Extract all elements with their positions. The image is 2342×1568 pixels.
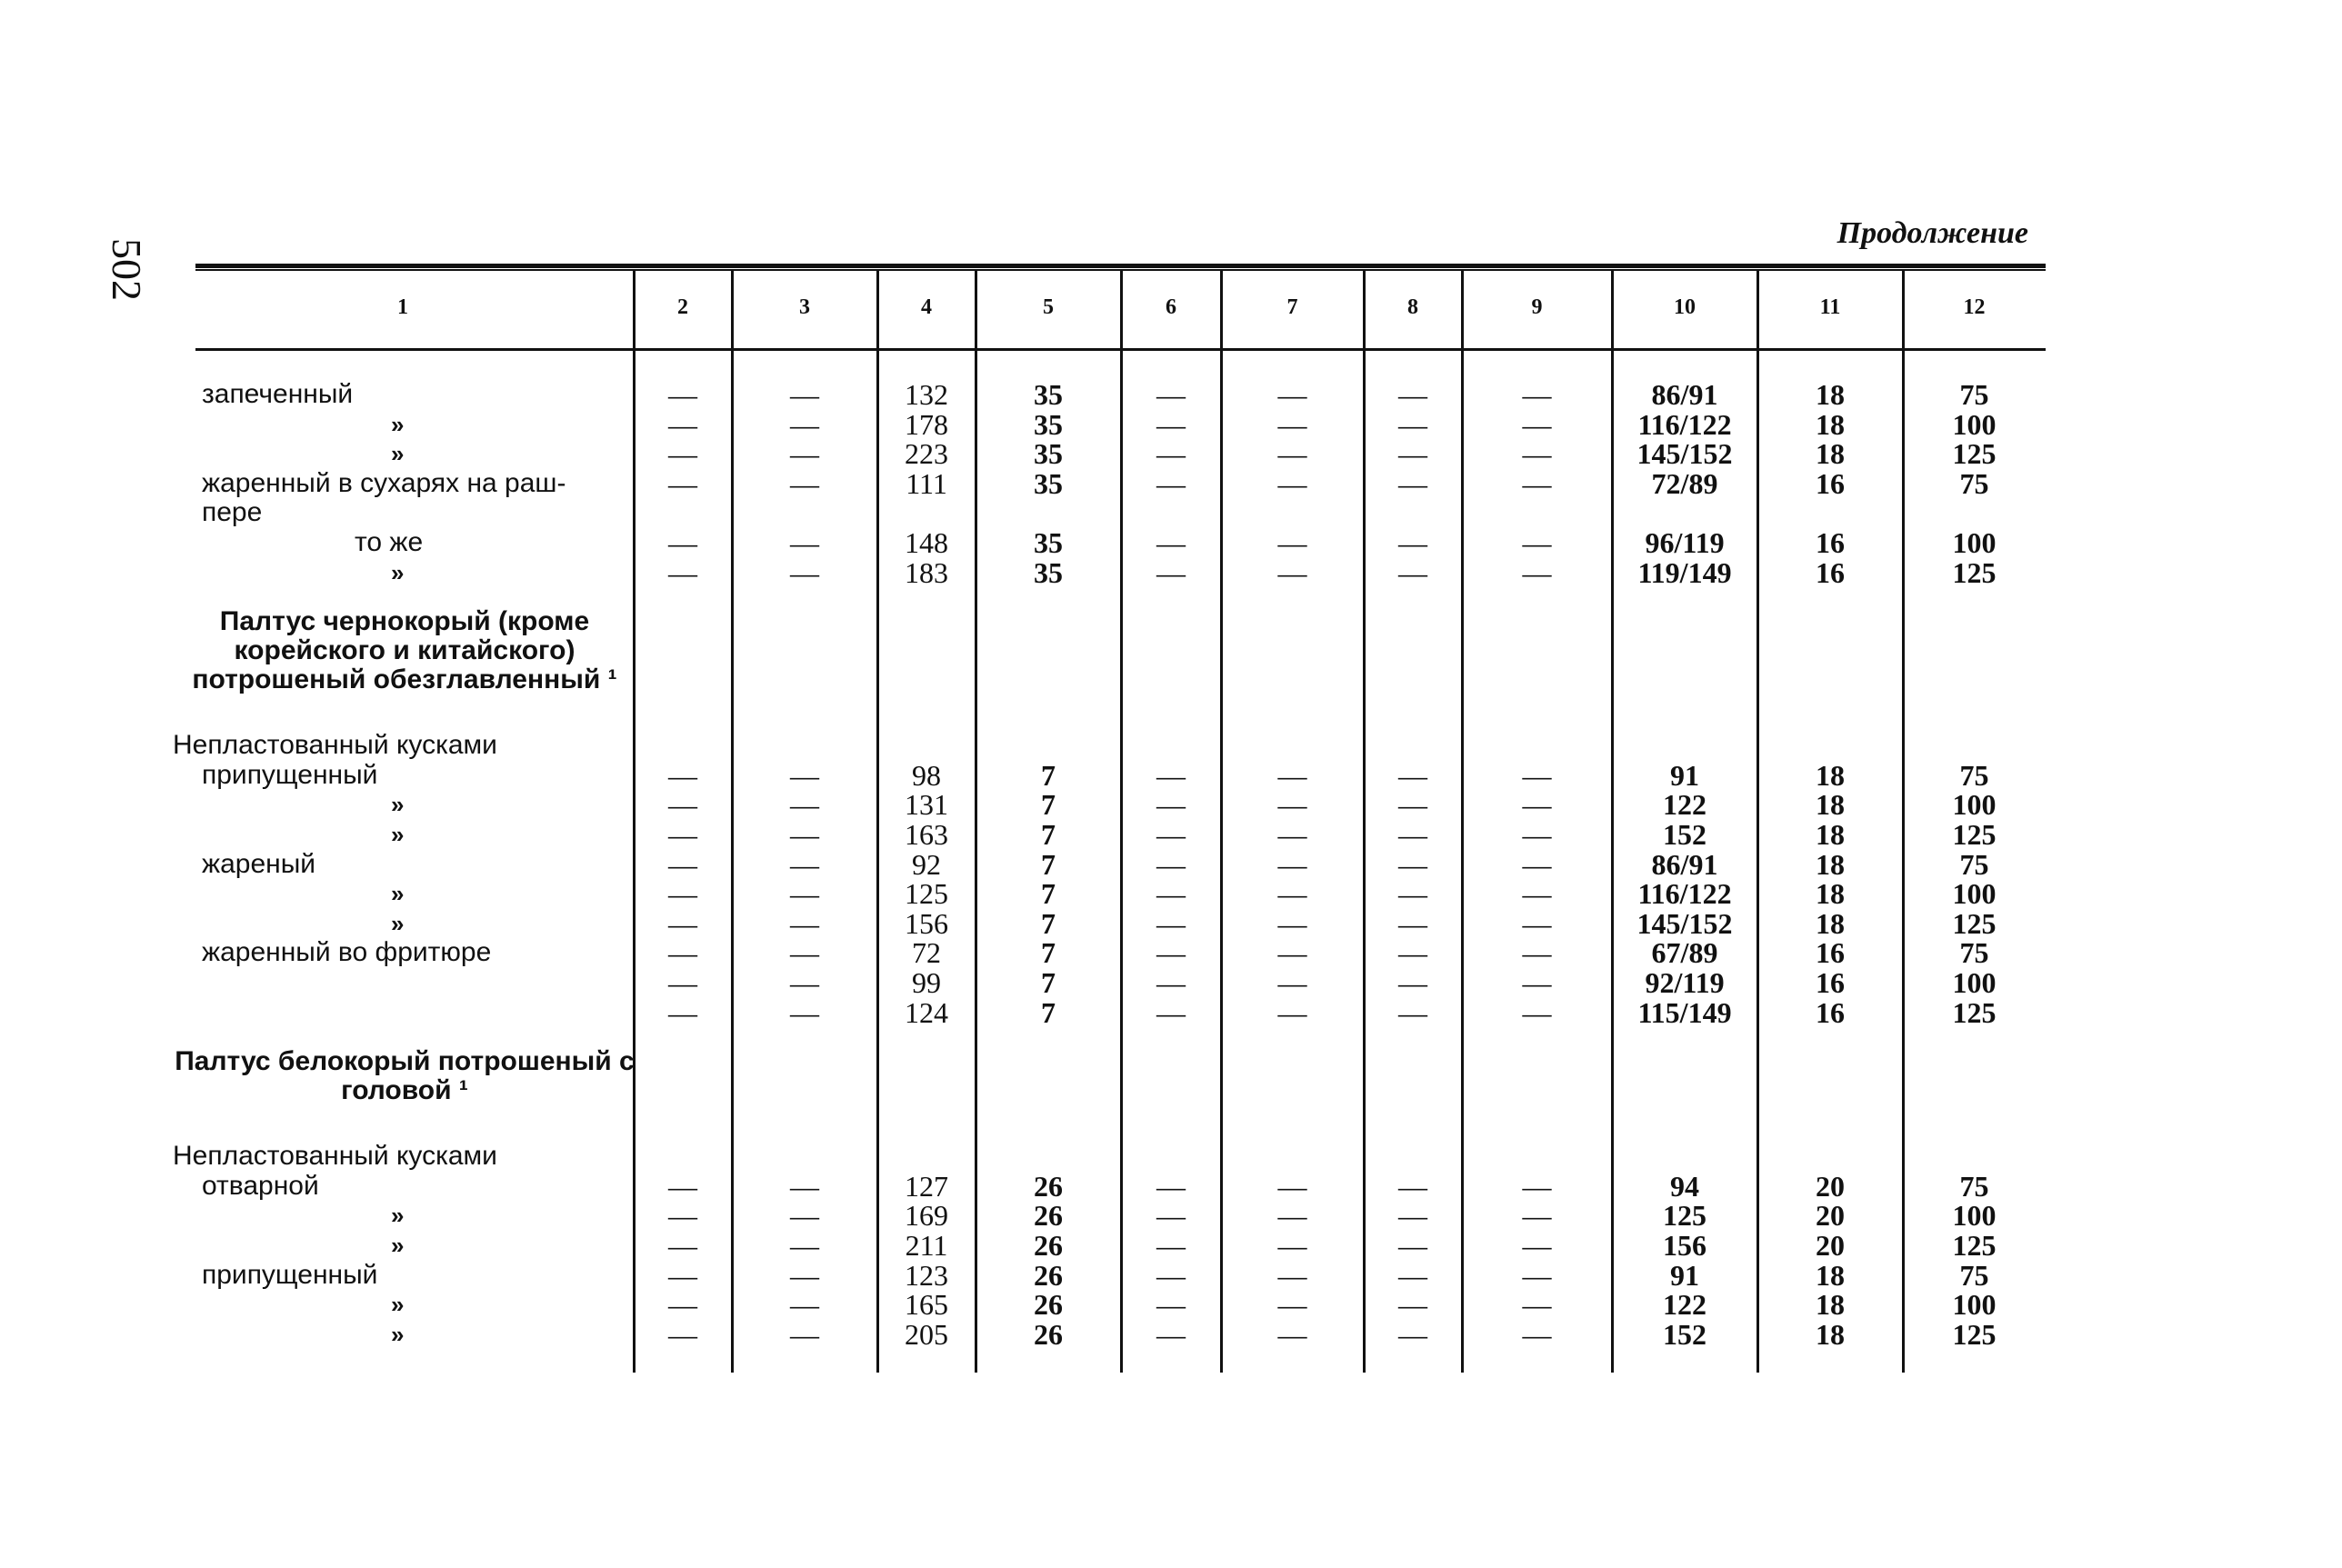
table-cell: — — [1277, 1169, 1307, 1203]
column-separator — [1902, 271, 1905, 1373]
table-cell: 122 — [1663, 788, 1706, 822]
table-cell: 163 — [905, 818, 948, 851]
column-number-10: 10 — [1674, 295, 1696, 319]
row-label: припущенный — [202, 1259, 378, 1290]
table-cell: — — [1398, 466, 1427, 500]
table-cell: 123 — [905, 1258, 948, 1292]
table-cell: 18 — [1816, 847, 1845, 881]
table-cell: 91 — [1670, 1258, 1699, 1292]
table-cell: — — [1277, 407, 1307, 441]
table-cell: 86/91 — [1651, 847, 1718, 881]
table-cell: — — [1398, 906, 1427, 940]
table-cell: — — [1522, 466, 1552, 500]
table-cell: 125 — [1952, 1317, 1997, 1351]
table-cell: 26 — [1034, 1288, 1063, 1322]
table-cell: 152 — [1663, 1317, 1706, 1351]
table-cell: 100 — [1952, 1199, 1997, 1233]
table-cell: — — [1156, 1199, 1186, 1233]
table-cell: 75 — [1959, 936, 1989, 970]
table-cell: — — [1156, 758, 1186, 792]
row-label: Непластованный кусками — [173, 730, 497, 761]
table-cell: 152 — [1663, 818, 1706, 851]
table-cell: 16 — [1816, 526, 1845, 559]
table-cell: — — [790, 995, 819, 1029]
table-cell: — — [1398, 966, 1427, 999]
table-cell: 211 — [905, 1229, 948, 1262]
table-cell: — — [668, 466, 697, 500]
table-cell: 148 — [905, 526, 948, 559]
table-cell: 18 — [1816, 1317, 1845, 1351]
table-cell: — — [668, 1199, 697, 1233]
table-cell: — — [668, 555, 697, 589]
row-label: пере — [202, 497, 263, 528]
section-heading: Палтус чернокорый (кроме корейского и китайского) потрошеный обезглавленный ¹ — [192, 606, 617, 695]
table-cell: 16 — [1816, 936, 1845, 970]
table-cell: 16 — [1816, 966, 1845, 999]
table-cell: — — [1277, 906, 1307, 940]
table-cell: — — [1277, 966, 1307, 999]
table-cell: 18 — [1816, 378, 1845, 411]
row-label: » — [391, 880, 405, 908]
table-cell: — — [1156, 788, 1186, 822]
table-cell: — — [790, 407, 819, 441]
column-number-9: 9 — [1531, 295, 1543, 319]
column-number-5: 5 — [1043, 295, 1054, 319]
table-cell: 72 — [912, 936, 941, 970]
row-label: запеченный — [202, 379, 354, 409]
table-cell: — — [790, 966, 819, 999]
table-cell: — — [668, 936, 697, 970]
table-cell: 20 — [1816, 1169, 1845, 1203]
table-cell: 145/152 — [1636, 906, 1733, 940]
table-cell: 7 — [1041, 847, 1056, 881]
table-cell: — — [1277, 877, 1307, 911]
section-heading: Палтус белокорый потрошеный с головой ¹ — [175, 1046, 635, 1106]
row-label: жаренный в сухарях на раш- — [202, 467, 566, 498]
page-number: 502 — [104, 238, 150, 301]
table-cell: 92 — [912, 847, 941, 881]
table-cell: — — [1522, 936, 1552, 970]
column-number-2: 2 — [677, 295, 688, 319]
table-cell: 16 — [1816, 555, 1845, 589]
table-cell: 223 — [905, 437, 948, 471]
table-cell: — — [1398, 995, 1427, 1029]
row-label: » — [391, 791, 405, 819]
table-cell: — — [1156, 437, 1186, 471]
table-cell: 7 — [1041, 995, 1056, 1029]
table-cell: — — [1398, 1199, 1427, 1233]
table-cell: 7 — [1041, 966, 1056, 999]
table-cell: 18 — [1816, 906, 1845, 940]
column-number-4: 4 — [921, 295, 932, 319]
table-cell: 18 — [1816, 877, 1845, 911]
row-label: припущенный — [202, 759, 378, 790]
table-cell: 94 — [1670, 1169, 1699, 1203]
table-cell: — — [790, 1199, 819, 1233]
table-cell: 7 — [1041, 788, 1056, 822]
table-cell: — — [1398, 555, 1427, 589]
table-cell: 111 — [906, 466, 947, 500]
table-cell: — — [1156, 906, 1186, 940]
table-cell: — — [668, 966, 697, 999]
table-cell: 26 — [1034, 1317, 1063, 1351]
table-cell: 75 — [1959, 1258, 1989, 1292]
table-cell: — — [1522, 407, 1552, 441]
table-cell: 92/119 — [1645, 966, 1725, 999]
table-cell: — — [668, 847, 697, 881]
table-cell: 75 — [1959, 378, 1989, 411]
table-cell: 122 — [1663, 1288, 1706, 1322]
table-cell: 125 — [1952, 555, 1997, 589]
table-cell: — — [790, 818, 819, 851]
table-cell: 119/149 — [1637, 555, 1732, 589]
row-label: Непластованный кусками — [173, 1141, 497, 1172]
table-cell: — — [668, 407, 697, 441]
table-cell: 7 — [1041, 877, 1056, 911]
table-cell: — — [1522, 966, 1552, 999]
column-separator — [1363, 271, 1366, 1373]
table-cell: 183 — [905, 555, 948, 589]
row-label: » — [391, 821, 405, 848]
table-cell: — — [1277, 758, 1307, 792]
table-cell: 67/89 — [1651, 936, 1718, 970]
table-cell: — — [1522, 1258, 1552, 1292]
table-cell: — — [1522, 995, 1552, 1029]
table-cell: — — [1277, 1199, 1307, 1233]
table-cell: — — [1522, 437, 1552, 471]
table-cell: 124 — [905, 995, 948, 1029]
table-cell: — — [1156, 1169, 1186, 1203]
table-cell: — — [790, 378, 819, 411]
table-cell: 16 — [1816, 995, 1845, 1029]
table-cell: — — [1277, 466, 1307, 500]
column-number-8: 8 — [1407, 295, 1418, 319]
column-number-3: 3 — [799, 295, 810, 319]
row-label: » — [391, 1320, 405, 1348]
table-cell: 7 — [1041, 906, 1056, 940]
table-cell: 115/149 — [1637, 995, 1732, 1029]
table-cell: — — [1522, 1288, 1552, 1322]
table-cell: — — [1156, 378, 1186, 411]
table-cell: — — [1156, 877, 1186, 911]
table-cell: 35 — [1034, 466, 1063, 500]
table-cell: 178 — [905, 407, 948, 441]
table-cell: — — [1398, 758, 1427, 792]
table-cell: 86/91 — [1651, 378, 1718, 411]
table-cell: 20 — [1816, 1229, 1845, 1262]
table-cell: 100 — [1952, 1288, 1997, 1322]
column-separator — [876, 271, 879, 1373]
table-cell: — — [790, 906, 819, 940]
table-cell: — — [1398, 936, 1427, 970]
table-cell: 75 — [1959, 758, 1989, 792]
table-cell: 99 — [912, 966, 941, 999]
table-cell: — — [1522, 526, 1552, 559]
table-cell: — — [790, 437, 819, 471]
table-cell: 145/152 — [1636, 437, 1733, 471]
table-cell: 125 — [1663, 1199, 1706, 1233]
table-cell: 156 — [1663, 1229, 1706, 1262]
table-cell: — — [1398, 1288, 1427, 1322]
table-cell: — — [1277, 1258, 1307, 1292]
table-cell: 35 — [1034, 526, 1063, 559]
table-cell: — — [790, 555, 819, 589]
table-cell: — — [1277, 936, 1307, 970]
table-cell: — — [790, 847, 819, 881]
column-separator — [731, 271, 734, 1373]
table-cell: — — [1156, 1288, 1186, 1322]
table-cell: — — [1398, 818, 1427, 851]
table-cell: 35 — [1034, 555, 1063, 589]
table-cell: — — [1522, 1169, 1552, 1203]
table-cell: 18 — [1816, 818, 1845, 851]
row-label: жареный — [202, 848, 316, 879]
table-cell: — — [1277, 1229, 1307, 1262]
table-cell: — — [1522, 378, 1552, 411]
table-cell: 132 — [905, 378, 948, 411]
table-cell: — — [668, 995, 697, 1029]
table-cell: 18 — [1816, 437, 1845, 471]
table-cell: 169 — [905, 1199, 948, 1233]
table-cell: — — [1522, 1199, 1552, 1233]
table-cell: 18 — [1816, 788, 1845, 822]
table-cell: — — [790, 1229, 819, 1262]
row-label: жаренный во фритюре — [202, 937, 492, 968]
table-cell: 125 — [1952, 906, 1997, 940]
table-cell: — — [1156, 526, 1186, 559]
table-cell: — — [1398, 847, 1427, 881]
table-cell: 26 — [1034, 1169, 1063, 1203]
column-number-11: 11 — [1819, 295, 1841, 319]
table-cell: — — [1277, 788, 1307, 822]
table-cell: — — [1156, 555, 1186, 589]
table-rule — [195, 264, 2046, 268]
table-cell: 72/89 — [1651, 466, 1718, 500]
table-cell: 7 — [1041, 758, 1056, 792]
row-label: » — [391, 410, 405, 438]
table-cell: 98 — [912, 758, 941, 792]
table-cell: — — [1277, 526, 1307, 559]
table-cell: — — [790, 1169, 819, 1203]
table-cell: — — [1522, 906, 1552, 940]
table-cell: — — [668, 437, 697, 471]
table-cell: — — [1156, 1317, 1186, 1351]
table-cell: 96/119 — [1645, 526, 1725, 559]
table-cell: 7 — [1041, 936, 1056, 970]
table-cell: — — [1398, 526, 1427, 559]
table-cell: 35 — [1034, 437, 1063, 471]
table-cell: — — [1522, 555, 1552, 589]
table-cell: — — [1522, 877, 1552, 911]
table-cell: 125 — [1952, 437, 1997, 471]
table-cell: — — [1277, 847, 1307, 881]
table-cell: — — [790, 526, 819, 559]
table-cell: — — [790, 936, 819, 970]
table-cell: 205 — [905, 1317, 948, 1351]
table-cell: — — [668, 1169, 697, 1203]
table-cell: 125 — [1952, 818, 1997, 851]
table-cell: — — [668, 1288, 697, 1322]
table-cell: 125 — [905, 877, 948, 911]
row-label: отварной — [202, 1170, 319, 1201]
table-cell: — — [1398, 788, 1427, 822]
table-cell: 100 — [1952, 526, 1997, 559]
table-cell: 100 — [1952, 788, 1997, 822]
table-cell: — — [1522, 788, 1552, 822]
table-cell: — — [1277, 818, 1307, 851]
table-cell: — — [790, 758, 819, 792]
row-label: » — [391, 1232, 405, 1259]
table-cell: — — [1277, 1317, 1307, 1351]
row-label: то же — [355, 527, 424, 557]
table-cell: — — [1156, 847, 1186, 881]
table-cell: 75 — [1959, 847, 1989, 881]
continuation-label: Продолжение — [1837, 216, 2028, 250]
table-cell: 18 — [1816, 758, 1845, 792]
row-label: » — [391, 1202, 405, 1230]
table-cell: — — [668, 1229, 697, 1262]
row-label: » — [391, 909, 405, 937]
table-cell: — — [1398, 1317, 1427, 1351]
table-cell: — — [790, 466, 819, 500]
column-number-12: 12 — [1963, 295, 1986, 319]
table-cell: — — [1156, 1258, 1186, 1292]
table-cell: 127 — [905, 1169, 948, 1203]
column-separator — [1461, 271, 1464, 1373]
table-cell: 18 — [1816, 1258, 1845, 1292]
table-cell: 100 — [1952, 877, 1997, 911]
table-cell: — — [790, 1258, 819, 1292]
table-cell: — — [1522, 818, 1552, 851]
table-cell: — — [1522, 758, 1552, 792]
column-separator — [975, 271, 977, 1373]
table-cell: 125 — [1952, 1229, 1997, 1262]
table-cell: — — [1522, 847, 1552, 881]
table-cell: — — [1156, 966, 1186, 999]
table-cell: — — [1398, 1258, 1427, 1292]
table-cell: 125 — [1952, 995, 1997, 1029]
table-cell: 26 — [1034, 1258, 1063, 1292]
table-cell: 18 — [1816, 1288, 1845, 1322]
table-cell: 35 — [1034, 407, 1063, 441]
table-cell: 156 — [905, 906, 948, 940]
column-separator — [1120, 271, 1123, 1373]
table-cell: — — [668, 906, 697, 940]
table-cell: 165 — [905, 1288, 948, 1322]
table-cell: 91 — [1670, 758, 1699, 792]
column-number-6: 6 — [1166, 295, 1176, 319]
table-cell: — — [790, 1317, 819, 1351]
table-cell: — — [668, 526, 697, 559]
table-cell: — — [1522, 1229, 1552, 1262]
row-label: » — [391, 1291, 405, 1319]
table-cell: — — [1398, 1229, 1427, 1262]
table-cell: 26 — [1034, 1229, 1063, 1262]
table-cell: — — [668, 877, 697, 911]
table-cell: — — [1156, 936, 1186, 970]
table-cell: — — [1398, 437, 1427, 471]
column-separator — [1611, 271, 1614, 1373]
column-separator — [633, 271, 636, 1373]
table-cell: — — [1398, 1169, 1427, 1203]
table-cell: 16 — [1816, 466, 1845, 500]
column-number-1: 1 — [397, 295, 408, 319]
table-cell: 26 — [1034, 1199, 1063, 1233]
table-cell: — — [790, 877, 819, 911]
table-cell: 18 — [1816, 407, 1845, 441]
table-cell: 100 — [1952, 407, 1997, 441]
table-cell: — — [1277, 995, 1307, 1029]
table-cell: 100 — [1952, 966, 1997, 999]
column-number-7: 7 — [1286, 295, 1298, 319]
row-label: » — [391, 440, 405, 468]
table-cell: 35 — [1034, 378, 1063, 411]
table-cell: 20 — [1816, 1199, 1845, 1233]
table-cell: — — [1156, 1229, 1186, 1262]
column-separator — [1756, 271, 1759, 1373]
table-cell: — — [668, 1258, 697, 1292]
table-cell: 7 — [1041, 818, 1056, 851]
table-cell: — — [1156, 995, 1186, 1029]
table-cell: — — [790, 788, 819, 822]
table-cell: — — [790, 1288, 819, 1322]
row-label: » — [391, 558, 405, 586]
table-cell: — — [1156, 818, 1186, 851]
table-cell: 116/122 — [1637, 407, 1732, 441]
table-cell: — — [1156, 407, 1186, 441]
table-cell: 116/122 — [1637, 877, 1732, 911]
table-cell: — — [668, 378, 697, 411]
column-separator — [1220, 271, 1223, 1373]
table-cell: 131 — [905, 788, 948, 822]
table-cell: 75 — [1959, 1169, 1989, 1203]
table-cell: — — [668, 788, 697, 822]
table-cell: — — [1277, 378, 1307, 411]
table-cell: — — [668, 1317, 697, 1351]
table-cell: — — [1156, 466, 1186, 500]
table-cell: 75 — [1959, 466, 1989, 500]
table-cell: — — [1277, 555, 1307, 589]
table-cell: — — [1277, 1288, 1307, 1322]
table-cell: — — [1522, 1317, 1552, 1351]
table-cell: — — [1398, 378, 1427, 411]
table-cell: — — [668, 818, 697, 851]
table-cell: — — [1398, 877, 1427, 911]
table-cell: — — [1398, 407, 1427, 441]
table-cell: — — [1277, 437, 1307, 471]
table-cell: — — [668, 758, 697, 792]
